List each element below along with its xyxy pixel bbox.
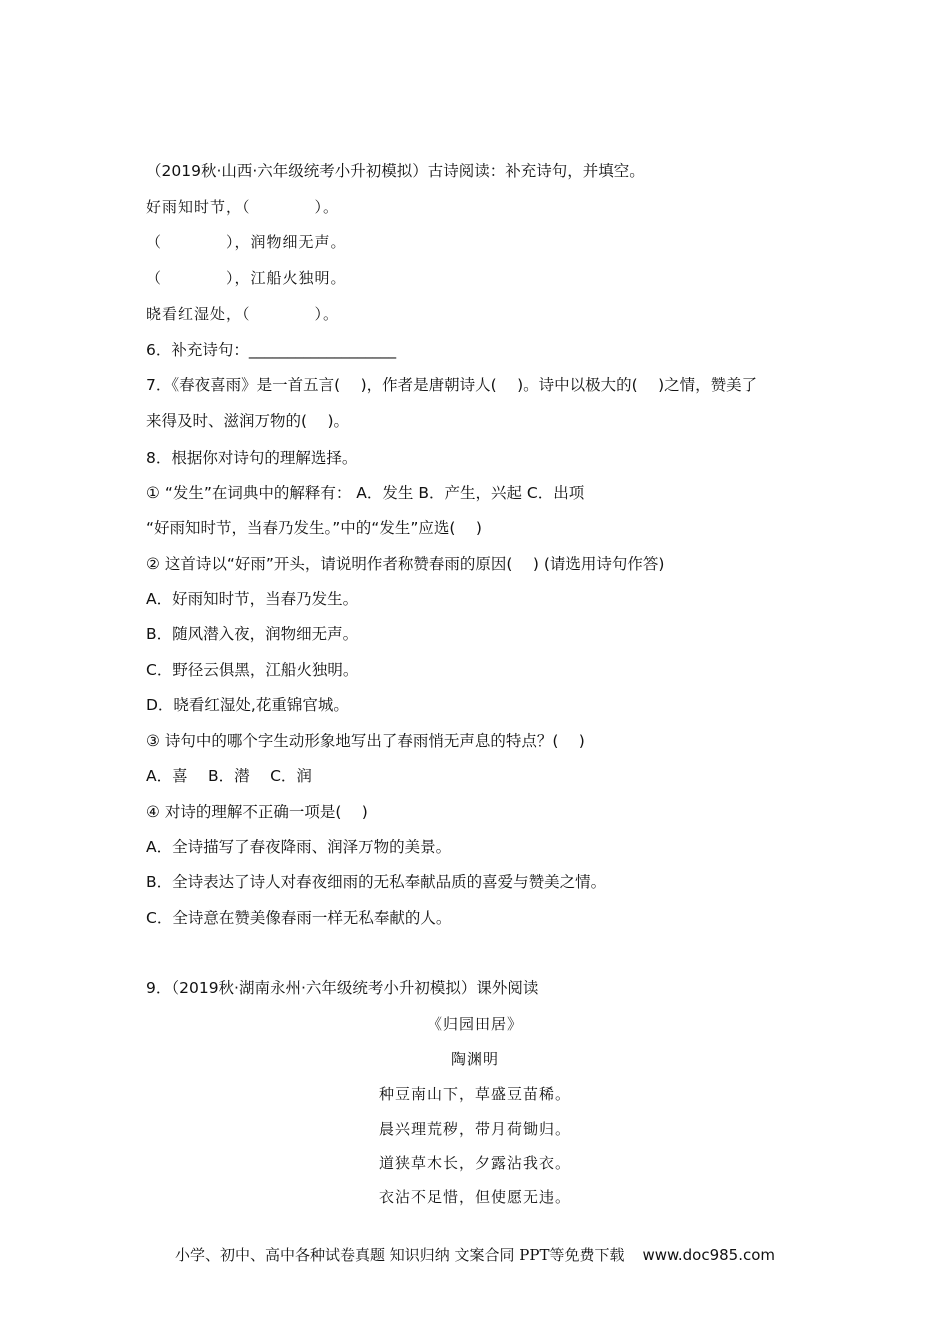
question-8-3: ③ 诗句中的哪个字生动形象地写出了春雨悄无声息的特点？( ) (146, 732, 585, 750)
option-8-2-d: D．晓看红湿处,花重锦官城。 (146, 696, 349, 714)
option-8-2-b: B．随风潜入夜，润物细无声。 (146, 625, 359, 643)
poem-author: 陶渊明 (450, 1050, 499, 1068)
option-8-4-c: C．全诗意在赞美像春雨一样无私奉献的人。 (146, 909, 452, 927)
poem-title: 《归园田居》 (426, 1015, 523, 1033)
poem-line-1: 种豆南山下，草盛豆苗稀。 (378, 1085, 571, 1103)
poem-fill-line-2: （ ），润物细无声。 (146, 233, 347, 251)
poem-line-3: 道狭草木长，夕露沾我衣。 (378, 1154, 571, 1172)
question-intro: （2019秋·山西·六年级统考小升初模拟）古诗阅读：补充诗句，并填空。 (146, 162, 645, 180)
question-8-4: ④ 对诗的理解不正确一项是( ) (146, 803, 368, 821)
poem-fill-line-3: （ ），江船火独明。 (146, 269, 347, 287)
footer-text: 小学、初中、高中各种试卷真题 知识归纳 文案合同 PPT等免费下载 (174, 1246, 625, 1264)
question-7-line-1: 7．《春夜喜雨》是一首五言( )，作者是唐朝诗人( )。诗中以极大的( )之情，赞美了 (146, 376, 758, 394)
question-8: 8．根据你对诗句的理解选择。 (146, 449, 358, 467)
question-8-1-prompt: “好雨知时节，当春乃发生。”中的“发生”应选( ) (146, 519, 482, 537)
footer-site-link[interactable]: www.doc985.com (642, 1246, 776, 1264)
options-8-3: A．喜 B．潜 C．润 (146, 767, 312, 785)
question-6: 6．补充诗句：___________________ (146, 341, 397, 359)
page-footer (0, 1244, 950, 1265)
question-8-1: ① “发生”在词典中的解释有： A．发生 B．产生，兴起 C．出项 (146, 484, 585, 502)
poem-fill-line-4: 晓看红湿处，（ ）。 (146, 305, 340, 323)
poem-fill-line-1: 好雨知时节，（ ）。 (146, 198, 340, 216)
question-7-line-2: 来得及时、滋润万物的( )。 (146, 412, 350, 430)
poem-line-4: 衣沾不足惜，但使愿无违。 (378, 1188, 571, 1206)
question-9: 9．（2019秋·湖南永州·六年级统考小升初模拟）课外阅读 (146, 979, 539, 997)
option-8-4-a: A．全诗描写了春夜降雨、润泽万物的美景。 (146, 838, 452, 856)
option-8-4-b: B．全诗表达了诗人对春夜细雨的无私奉献品质的喜爱与赞美之情。 (146, 873, 607, 891)
question-8-2: ② 这首诗以“好雨”开头，请说明作者称赞春雨的原因( ) (请选用诗句作答) (146, 555, 665, 573)
option-8-2-c: C．野径云俱黑，江船火独明。 (146, 661, 359, 679)
poem-line-2: 晨兴理荒秽，带月荷锄归。 (378, 1120, 571, 1138)
option-8-2-a: A．好雨知时节，当春乃发生。 (146, 590, 359, 608)
